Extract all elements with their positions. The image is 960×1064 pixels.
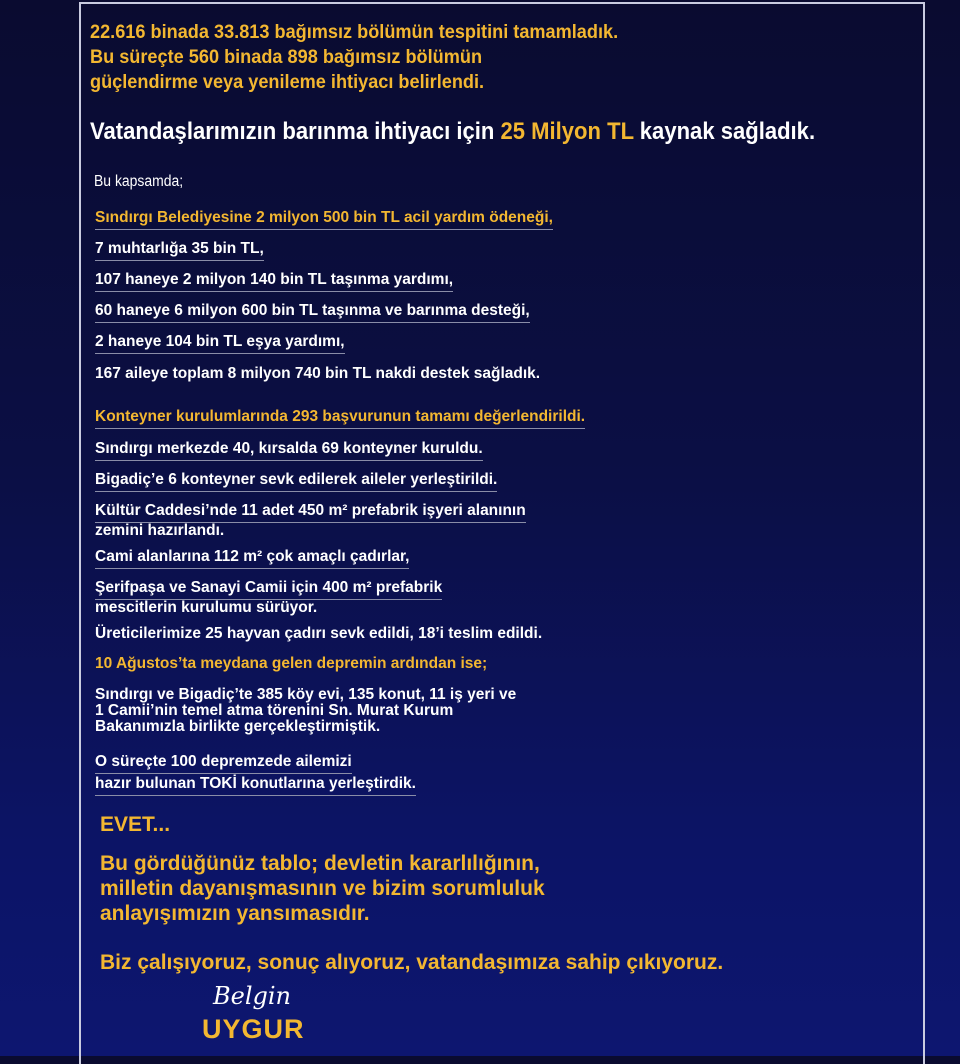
closing-final: Biz çalışıyoruz, sonuç alıyoruz, vatandaşımıza sahip çıkıyoruz. (100, 951, 724, 974)
list-item: O süreçte 100 depremzede ailemizi (95, 754, 352, 774)
list-item: 2 haneye 104 bin TL eşya yardımı, (95, 334, 345, 354)
list-item: Cami alanlarına 112 m² çok amaçlı çadırlar, (95, 549, 409, 569)
headline-highlight: 25 Milyon TL (500, 118, 634, 145)
list-item: Şerifpaşa ve Sanayi Camii için 400 m² prefabrik (95, 580, 442, 600)
header-line: Bu süreçte 560 binada 898 bağımsız bölümün (90, 46, 483, 68)
list-item-cont: Bakanımızla birlikte gerçekleştirmiştik. (95, 718, 381, 735)
signature-last-name: UYGUR (202, 1014, 305, 1044)
closing-line: milletin dayanışmasının ve bizim sorumluluk (100, 877, 545, 900)
list-item-cont: 1 Camii’nin temel atma törenini Sn. Murat Kurum (95, 702, 454, 719)
list-item-cont: hazır bulunan TOKİ konutlarına yerleştirdik. (95, 776, 416, 796)
header-line: 22.616 binada 33.813 bağımsız bölümün tespitini tamamladık. (90, 21, 619, 43)
list-item: 10 Ağustos’ta meydana gelen depremin ardından ise; (95, 655, 488, 672)
list-item: Kültür Caddesi’nde 11 adet 450 m² prefabrik işyeri alanının (95, 503, 526, 523)
list-item: Bigadiç’e 6 konteyner sevk edilerek aileler yerleştirildi. (95, 472, 497, 492)
list-item-cont: mescitlerin kurulumu sürüyor. (95, 599, 318, 616)
headline-pre: Vatandaşlarımızın barınma ihtiyacı için (90, 118, 501, 145)
list-item: 167 aileye toplam 8 milyon 740 bin TL nakdi destek sağladık. (95, 365, 541, 382)
list-item-cont: zemini hazırlandı. (95, 522, 225, 539)
headline-post: kaynak sağladık. (633, 118, 816, 145)
list-item: 60 haneye 6 milyon 600 bin TL taşınma ve barınma desteği, (95, 303, 530, 323)
list-item: Sındırgı ve Bigadiç’te 385 köy evi, 135 konut, 11 iş yeri ve (95, 686, 517, 703)
list-item: Sındırgı Belediyesine 2 milyon 500 bin TL acil yardım ödeneği, (95, 210, 553, 230)
closing-line: Bu gördüğünüz tablo; devletin kararlılığının, (100, 852, 540, 875)
headline (90, 118, 815, 146)
signature-first-name: Belgin (213, 982, 292, 1010)
list-item: 7 muhtarlığa 35 bin TL, (95, 241, 264, 261)
list-item: Sındırgı merkezde 40, kırsalda 69 konteyner kuruldu. (95, 441, 483, 461)
list-item: 107 haneye 2 milyon 140 bin TL taşınma yardımı, (95, 272, 453, 292)
list-item: Üreticilerimize 25 hayvan çadırı sevk edildi, 18’i teslim edildi. (95, 625, 543, 642)
closing-evet: EVET... (100, 813, 171, 836)
intro-text: Bu kapsamda; (94, 173, 184, 190)
header-line: güçlendirme veya yenileme ihtiyacı belirlendi. (90, 71, 485, 93)
closing-line: anlayışımızın yansımasıdır. (100, 902, 370, 925)
list-item: Konteyner kurulumlarında 293 başvurunun tamamı değerlendirildi. (95, 409, 585, 429)
